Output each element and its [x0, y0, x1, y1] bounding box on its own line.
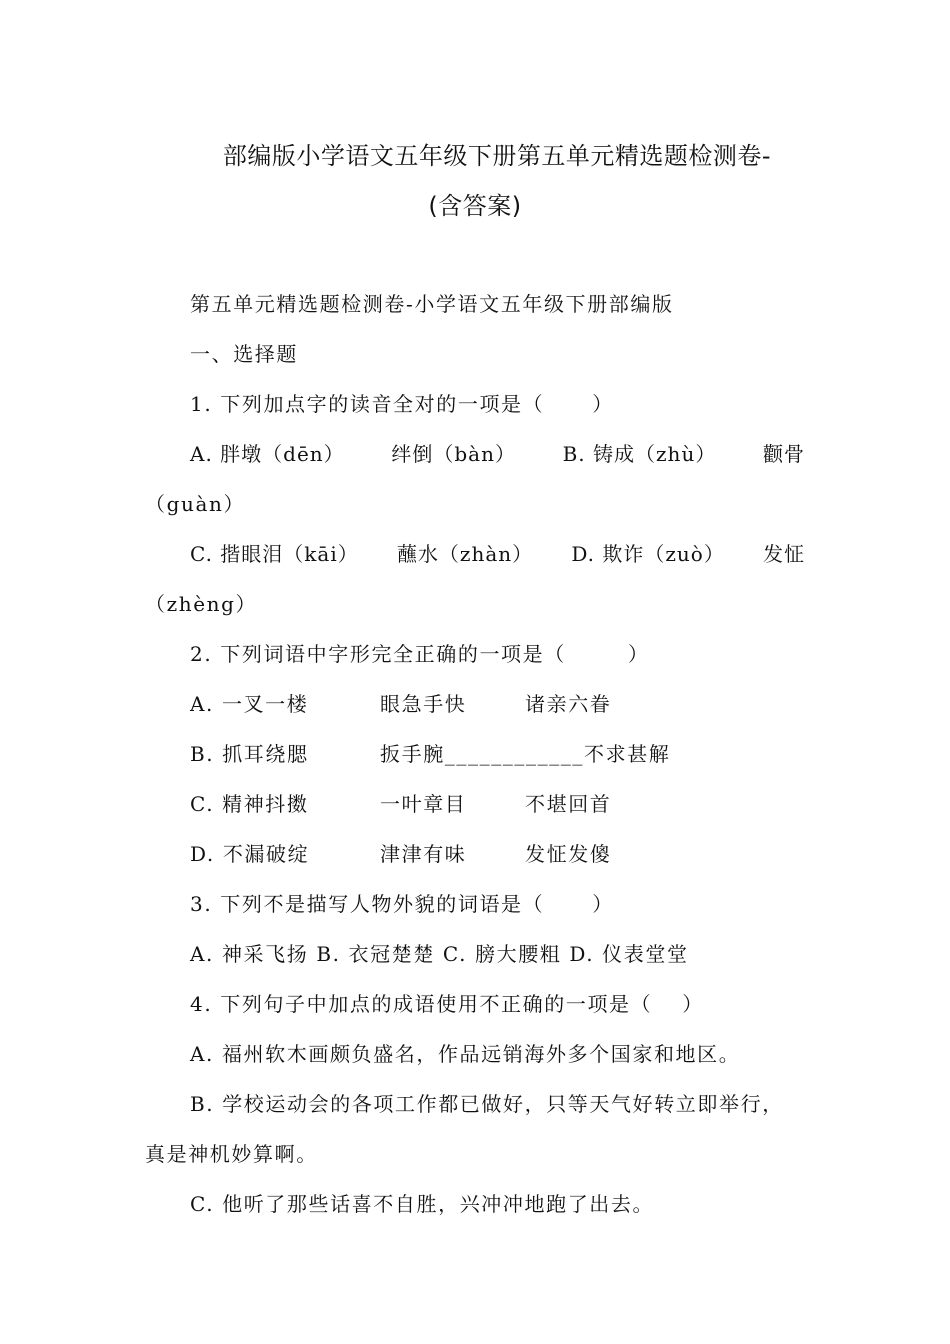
- question-1-options-row1-wrap: （guàn）: [145, 492, 246, 516]
- question-2-option-c: [190, 788, 810, 818]
- option-label: B. 抓耳绕腮: [190, 742, 309, 766]
- question-1-stem: [190, 388, 614, 417]
- question-1-options-row1: [190, 438, 805, 467]
- question-4-option-c: C. 他听了那些话喜不自胜，兴冲冲地跑了出去。: [190, 1192, 655, 1216]
- option-label: D. 不漏破绽: [190, 842, 310, 866]
- question-3-stem-close: ）: [592, 892, 614, 916]
- question-1-options-row2: [190, 538, 805, 567]
- question-2-stem: [190, 638, 649, 667]
- option-c: C. 揩眼泪（kāi）: [190, 542, 359, 566]
- question-2-option-b: [190, 738, 810, 768]
- question-3-options: A. 神采飞扬 B. 衣冠楚楚 C. 膀大腰粗 D. 仪表堂堂: [190, 942, 689, 966]
- option-a: A. 胖墩（dēn）: [190, 442, 345, 466]
- option-word: 发怔发傻: [525, 842, 612, 866]
- option-word: 诸亲六眷: [525, 692, 612, 716]
- option-label: A. 一叉一楼: [190, 692, 309, 716]
- question-4-stem-text: 4. 下列句子中加点的成语使用不正确的一项是（: [190, 992, 653, 1016]
- question-4-stem: [190, 988, 704, 1017]
- question-3-stem-text: 3. 下列不是描写人物外貌的词语是（: [190, 892, 545, 916]
- option-word: 一叶章目: [380, 792, 467, 816]
- option-b: B. 铸成（zhù）: [562, 442, 717, 466]
- question-2-option-d: [190, 838, 810, 868]
- option-word: 眼急手快: [380, 692, 467, 716]
- option-word: 扳手腕____________不求甚解: [380, 742, 671, 766]
- question-4-option-b-wrap: 真是神机妙算啊。: [145, 1142, 318, 1166]
- question-1-stem-close: ）: [592, 392, 614, 416]
- question-2-stem-text: 2. 下列词语中字形完全正确的一项是（: [190, 642, 566, 666]
- subtitle: 第五单元精选题检测卷-小学语文五年级下册部编版: [190, 292, 674, 316]
- option-word: 津津有味: [380, 842, 467, 866]
- option-a-word2: 绊倒（bàn）: [391, 442, 516, 466]
- question-4-option-a: A. 福州软木画颇负盛名，作品远销海外多个国家和地区。: [190, 1042, 741, 1066]
- option-d: D. 欺诈（zuò）: [571, 542, 725, 566]
- question-3-stem: [190, 888, 614, 917]
- option-b-word2: 颧骨: [762, 442, 805, 466]
- question-1-stem-text: 1. 下列加点字的读音全对的一项是（: [190, 392, 545, 416]
- document-title-line2: (含答案): [428, 192, 522, 220]
- question-2-option-a: [190, 688, 810, 718]
- option-word: 不堪回首: [525, 792, 612, 816]
- question-2-stem-close: ）: [627, 642, 650, 666]
- option-c-word2: 蘸水（zhàn）: [396, 542, 534, 566]
- section-heading: 一、选择题: [190, 342, 298, 366]
- question-4-option-b: B. 学校运动会的各项工作都已做好，只等天气好转立即举行，: [190, 1092, 784, 1116]
- question-1-options-row2-wrap: （zhèng）: [145, 592, 258, 616]
- option-label: C. 精神抖擞: [190, 792, 309, 816]
- option-d-word2: 发怔: [763, 542, 805, 566]
- question-4-stem-close: ）: [682, 992, 704, 1016]
- document-title-line1: 部编版小学语文五年级下册第五单元精选题检测卷-: [222, 142, 772, 170]
